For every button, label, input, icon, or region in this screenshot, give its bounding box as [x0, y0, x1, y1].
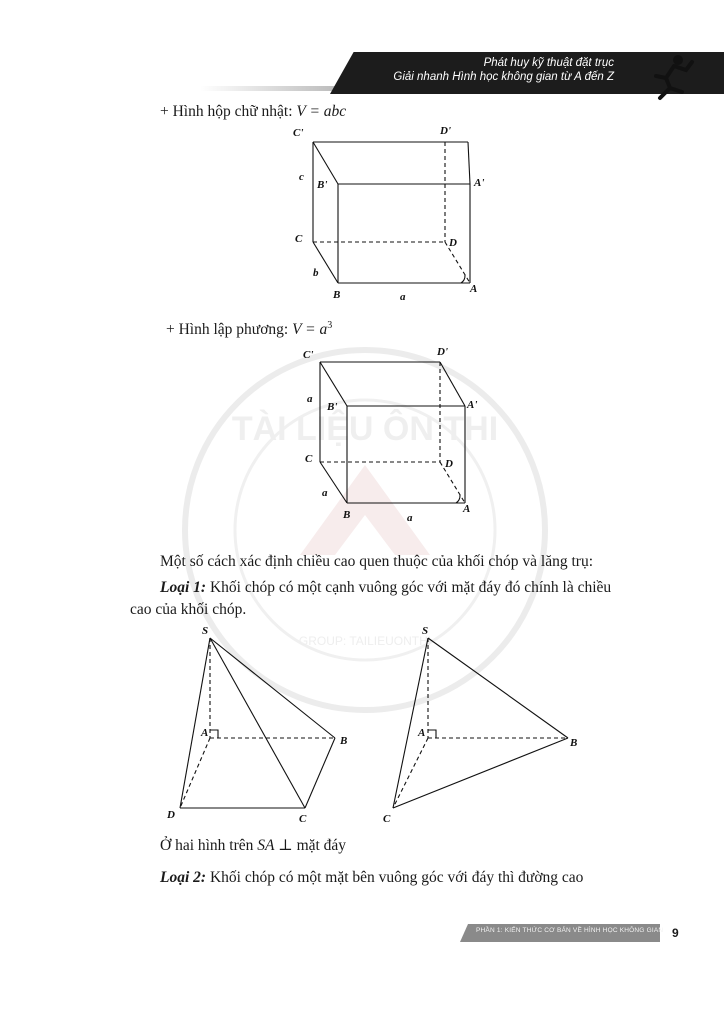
runner-icon: [630, 52, 700, 102]
box-edge-b: b: [313, 267, 319, 279]
cube-exponent: 3: [327, 320, 333, 331]
cube-volume-line: [166, 316, 332, 340]
conclusion-suffix: mặt đáy: [292, 837, 347, 854]
type1-line2: cao của khối chóp.: [130, 601, 247, 618]
type1-label: Loại 1:: [160, 579, 207, 596]
type1-text-1: Khối chóp có một cạnh vuông góc với mặt đáy đó chính là chiều: [206, 579, 612, 596]
box-edge-c: c: [299, 171, 304, 183]
cube-label-A: A: [463, 503, 471, 515]
cube-label-B: B: [343, 509, 351, 521]
box-label-C1: C': [293, 127, 304, 139]
cube-label-A1: A': [467, 399, 478, 411]
pyramid2-figure: [378, 618, 588, 828]
box-label-D: D: [449, 237, 457, 249]
type2-text: Khối chóp có một mặt bên vuông góc với đáy thì đường cao: [206, 869, 584, 886]
cube-label: + Hình lập phương:: [166, 321, 293, 339]
header-title: [393, 56, 614, 84]
cube-label-D: D: [445, 458, 453, 470]
cube-label-B1: B': [327, 401, 338, 413]
conclusion-prefix: Ở hai hình trên: [160, 837, 258, 854]
cube-edge-bottom: a: [407, 512, 413, 524]
header-title-line2: Giải nhanh Hình học không gian từ A đến Z: [393, 71, 614, 83]
pyramid1-label-S: S: [202, 625, 209, 637]
pyramid1-figure: [165, 618, 365, 828]
pyramid2-label-A: A: [418, 727, 426, 739]
box-label-D1: D': [440, 125, 451, 137]
box-label: + Hình hộp chữ nhật:: [160, 103, 297, 120]
pyramid1-label-C: C: [299, 813, 307, 825]
cube-figure: [295, 338, 515, 528]
cube-formula: V = a: [292, 321, 328, 339]
cube-label-C: C: [305, 453, 313, 465]
watermark-text: TÀI LIỆU ÔN THI: [231, 410, 499, 448]
footer-text: PHẦN 1: KIẾN THỨC CƠ BẢN VỀ HÌNH HỌC KHÔNG GIAN: [476, 927, 664, 934]
conclusion-math: SA ⊥: [257, 837, 293, 854]
box-formula: V = abc: [296, 103, 347, 120]
box-label-A1: A': [474, 177, 485, 189]
cube-label-C1: C': [303, 349, 314, 361]
page-number: 9: [672, 926, 679, 940]
cube-edge-bottom-left: a: [322, 487, 328, 499]
pyramid1-label-D: D: [167, 809, 175, 821]
conclusion-line: [160, 836, 346, 856]
pyramid2-label-C: C: [383, 813, 391, 825]
cube-edge-left: a: [307, 393, 313, 405]
pyramid1-label-A: A: [201, 727, 209, 739]
box-figure: [285, 120, 505, 305]
box-label-B1: B': [317, 179, 328, 191]
type2-label: Loại 2:: [160, 869, 207, 886]
box-volume-line: [160, 102, 346, 122]
pyramid2-label-S: S: [422, 625, 429, 637]
box-label-C: C: [295, 233, 303, 245]
pyramid2-label-B: B: [570, 737, 578, 749]
box-label-A: A: [470, 283, 478, 295]
cube-label-D1: D': [437, 346, 448, 358]
type2-line: [160, 868, 583, 888]
pyramid1-label-B: B: [340, 735, 348, 747]
intro-text: Một số cách xác định chiều cao quen thuộc của khối chóp và lăng trụ:: [160, 553, 594, 570]
header-title-line1: Phát huy kỹ thuật đặt trục: [483, 57, 614, 69]
box-label-B: B: [333, 289, 341, 301]
watermark-subtext: GROUP: TAILIEUONTHI: [298, 634, 432, 648]
type1-line1: [160, 578, 611, 598]
box-edge-a: a: [400, 291, 406, 303]
